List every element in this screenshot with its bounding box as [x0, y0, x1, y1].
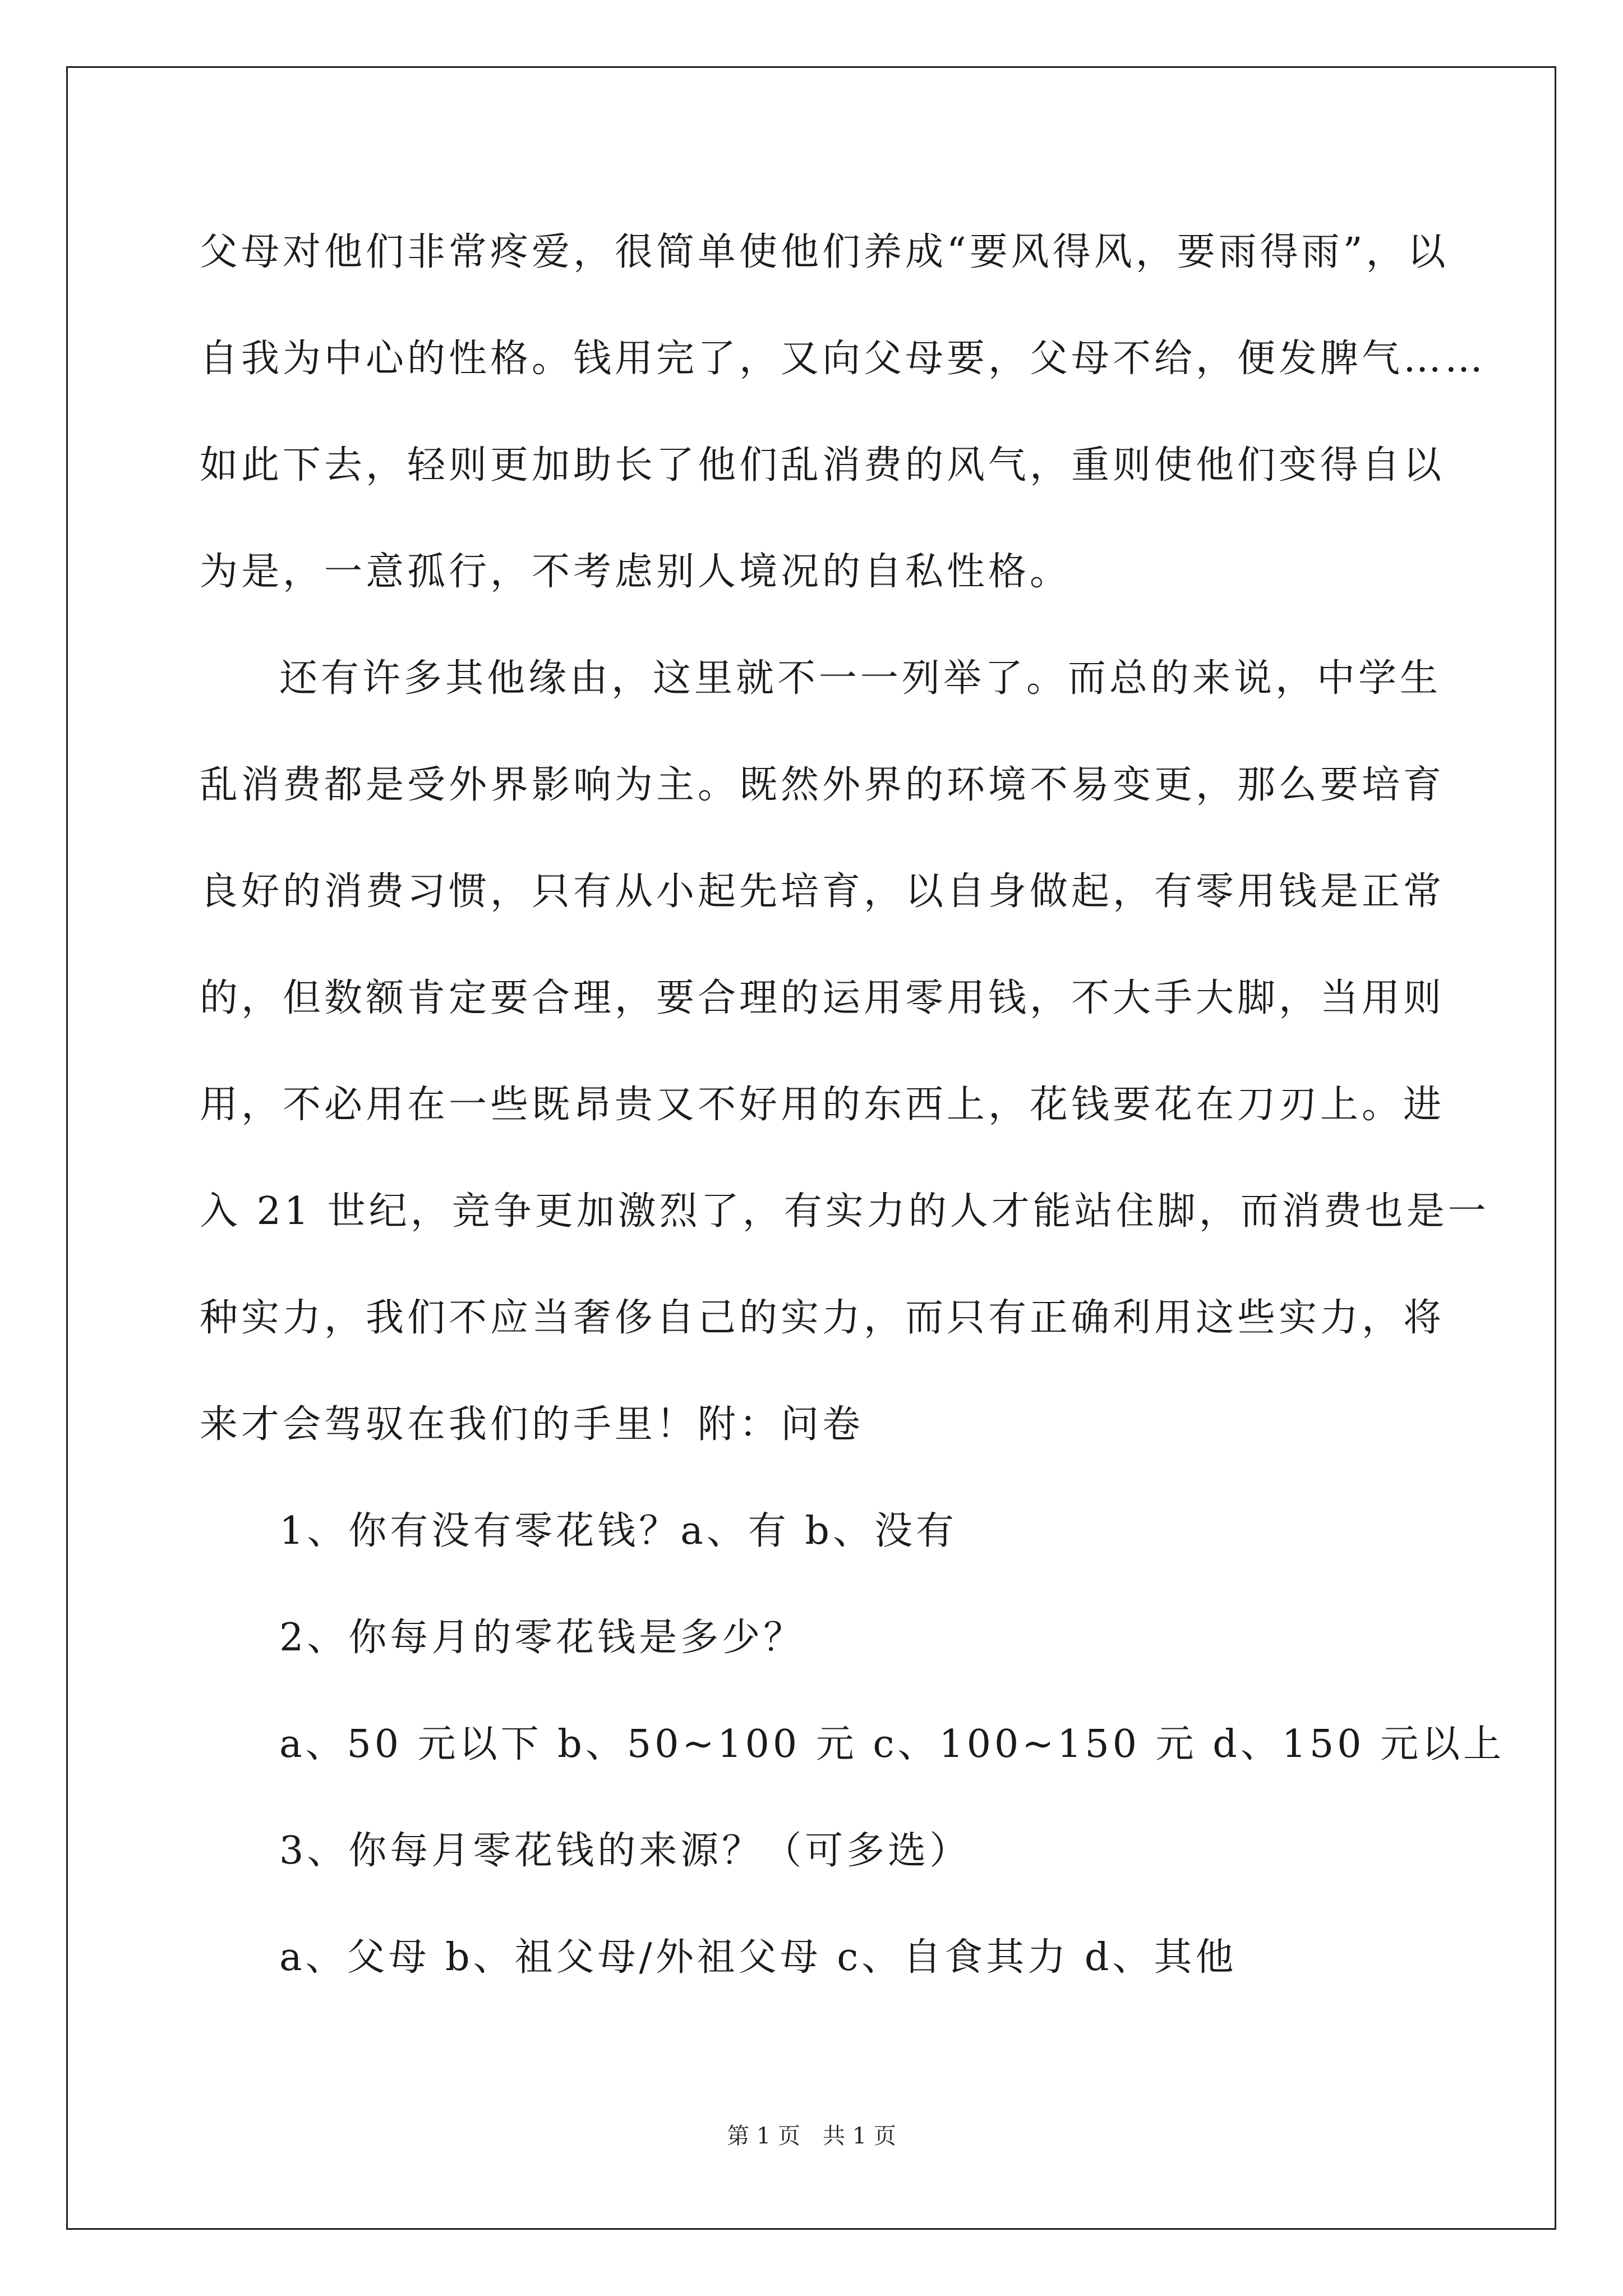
paragraph-line: 乱消费都是受外界影响为主。既然外界的环境不易变更，那么要培育: [200, 763, 1445, 807]
paragraph-line: 来才会驾驭在我们的手里！附：问卷: [200, 1402, 864, 1447]
paragraph-line: 良好的消费习惯，只有从小起先培育，以自身做起，有零用钱是正常: [200, 869, 1445, 914]
page-number: 第 1 页: [727, 2123, 800, 2149]
page-footer: [0, 2119, 1623, 2153]
paragraph-line: 父母对他们非常疼爱，很简单使他们养成“要风得风，要雨得雨”，以: [200, 230, 1449, 274]
page-total: 共 1 页: [823, 2123, 896, 2149]
paragraph-line: 为是，一意孤行，不考虑别人境况的自私性格。: [200, 550, 1072, 594]
paragraph-line: 如此下去，轻则更加助长了他们乱消费的风气，重则使他们变得自以: [200, 443, 1445, 487]
paragraph-line: 种实力，我们不应当奢侈自己的实力，而只有正确利用这些实力，将: [200, 1296, 1445, 1340]
paragraph-line: 自我为中心的性格。钱用完了，又向父母要，父母不给，便发脾气……: [200, 337, 1487, 381]
paragraph-line: 的，但数额肯定要合理，要合理的运用零用钱，不大手大脚，当用则: [200, 976, 1445, 1020]
paragraph-line: 入 21 世纪，竞争更加激烈了，有实力的人才能站住脚，而消费也是一: [200, 1189, 1490, 1234]
paragraph-line: 用，不必用在一些既昂贵又不好用的东西上，花钱要花在刀刃上。进: [200, 1083, 1445, 1127]
paragraph-line: 还有许多其他缘由，这里就不一一列举了。而总的来说，中学生: [279, 656, 1442, 701]
answer-options-line: a、50 元以下 b、50~100 元 c、100~150 元 d、150 元以上: [279, 1722, 1505, 1766]
question-line: 1、你有没有零花钱？a、有 b、没有: [279, 1509, 957, 1553]
question-line: 3、你每月零花钱的来源？（可多选）: [279, 1829, 971, 1873]
question-line: 2、你每月的零花钱是多少？: [279, 1616, 805, 1660]
answer-options-line: a、父母 b、祖父母/外祖父母 c、自食其力 d、其他: [279, 1935, 1237, 1980]
